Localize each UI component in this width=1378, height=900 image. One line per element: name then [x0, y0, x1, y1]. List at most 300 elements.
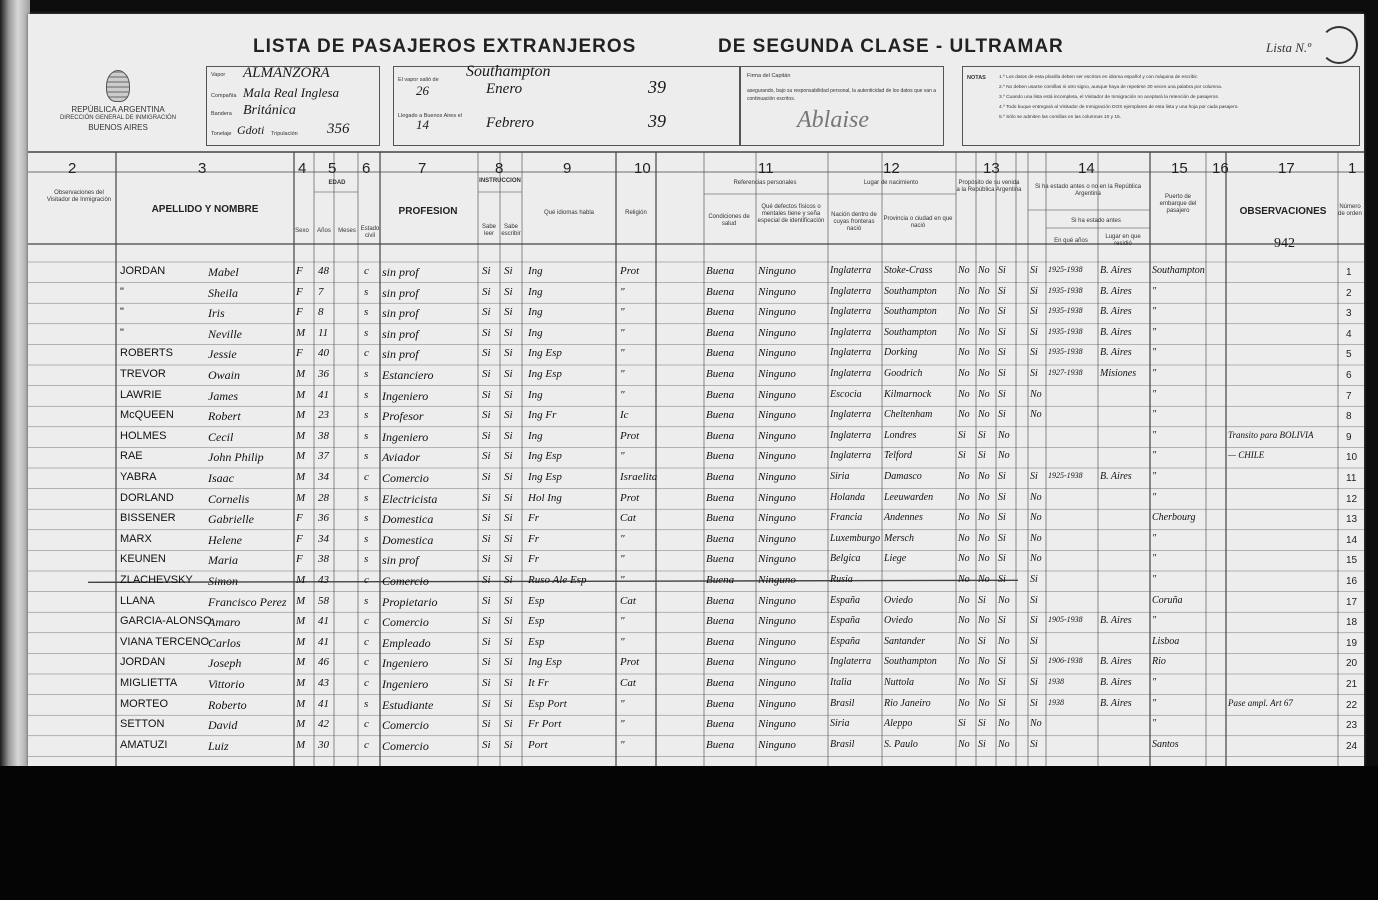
passenger-profession: Comercio — [382, 718, 429, 733]
passenger-religion: " — [620, 718, 625, 731]
passenger-been-before: No — [1030, 718, 1042, 730]
passenger-religion: " — [620, 285, 625, 298]
passenger-purpose-c: Si — [998, 265, 1006, 276]
passenger-religion: " — [620, 738, 625, 751]
passenger-port: Rio — [1152, 656, 1166, 668]
passenger-can-read: Si — [482, 347, 491, 360]
column-number: 1 — [1348, 160, 1357, 177]
ship-info-box — [206, 66, 380, 146]
passenger-residence: B. Aires — [1100, 347, 1132, 359]
passenger-languages: Ing — [528, 285, 543, 298]
passenger-health: Buena — [706, 532, 735, 545]
passenger-can-write: Si — [504, 265, 513, 277]
passenger-profession: Electricista — [382, 491, 438, 506]
passenger-port: " — [1152, 491, 1157, 503]
passenger-health: Buena — [706, 553, 735, 566]
passenger-city: Rio Janeiro — [884, 697, 931, 709]
passenger-purpose-b: No — [978, 677, 990, 688]
republic-block — [38, 70, 198, 132]
passenger-languages: Port — [528, 738, 548, 751]
passenger-can-write: Si — [504, 429, 513, 442]
passenger-nation: España — [830, 594, 860, 606]
passenger-civil-status: c — [364, 656, 369, 669]
passenger-been-before: No — [1030, 409, 1042, 421]
passenger-civil-status: c — [364, 615, 369, 628]
row-order-number: 3 — [1346, 308, 1352, 320]
passenger-health: Buena — [706, 326, 735, 339]
nota-2: 2.º No deben usarse comillas ni otro signo, aunque haya de repetirse 30 veces una palabra por columna. — [999, 85, 1223, 90]
passenger-languages: Ing — [528, 429, 543, 442]
passenger-surname: TREVOR — [120, 368, 166, 380]
passenger-defects: Ninguno — [758, 409, 796, 422]
passenger-can-read: Si — [482, 615, 491, 628]
passenger-health: Buena — [706, 656, 735, 669]
passenger-given-name: Roberto — [208, 697, 247, 712]
passenger-health: Buena — [706, 635, 735, 648]
passenger-sex: M — [296, 429, 306, 442]
passenger-age: 34 — [318, 471, 329, 483]
passenger-age: 40 — [318, 347, 329, 360]
passenger-languages: Ing — [528, 388, 543, 401]
passenger-profession: Domestica — [382, 512, 434, 527]
passenger-nation: Inglaterra — [830, 409, 872, 421]
passenger-given-name: Simon — [208, 574, 238, 588]
header-edad: EDAD — [328, 180, 346, 186]
passenger-purpose-b: No — [978, 656, 990, 668]
passenger-purpose-b: No — [978, 697, 990, 709]
passenger-civil-status: c — [364, 265, 369, 277]
row-order-number: 20 — [1346, 658, 1358, 670]
passenger-purpose-a: No — [958, 615, 970, 627]
vapor-value: ALMANZORA — [243, 65, 330, 81]
passenger-city: Telford — [884, 450, 913, 462]
passenger-defects: Ninguno — [758, 326, 796, 339]
passenger-purpose-c: Si — [998, 697, 1006, 709]
passenger-can-write: Si — [504, 574, 513, 586]
passenger-defects: Ninguno — [758, 512, 796, 525]
header-apellido: APELLIDO Y NOMBRE — [151, 204, 259, 215]
passenger-sex: M — [296, 697, 306, 710]
passenger-nation: Inglaterra — [830, 450, 872, 462]
llegado-month: Febrero — [486, 115, 535, 131]
passenger-purpose-a: No — [958, 512, 970, 524]
passenger-been-before: Si — [1030, 677, 1038, 688]
dark-background — [0, 766, 1378, 900]
passenger-surname: ROBERTS — [120, 347, 173, 360]
passenger-can-read: Si — [482, 388, 491, 401]
header-en-que-anos: En qué años — [1054, 238, 1088, 244]
passenger-given-name: John Philip — [208, 450, 264, 465]
passenger-languages: Fr — [528, 512, 539, 525]
passenger-city: Kilmarnock — [884, 388, 932, 400]
passenger-been-before: Si — [1030, 656, 1038, 668]
passenger-can-write: Si — [504, 738, 513, 751]
notas-list — [999, 73, 1239, 123]
passenger-been-before: Si — [1030, 285, 1038, 297]
passenger-been-before: Si — [1030, 306, 1038, 318]
passenger-purpose-a: No — [958, 738, 970, 750]
passenger-languages: Ing — [528, 326, 543, 339]
passenger-surname: BISSENER — [120, 512, 176, 525]
passenger-profession: Ingeniero — [382, 656, 429, 671]
passenger-given-name: David — [208, 718, 238, 733]
column-number: 6 — [362, 160, 371, 177]
nota-1: 1.º Los datos de esta planilla deben ser escritos en idioma español y con máquina de escribir. — [999, 75, 1199, 80]
passenger-been-before: No — [1030, 532, 1042, 544]
passenger-purpose-b: Si — [978, 594, 986, 606]
passenger-languages: Fr — [528, 532, 539, 545]
row-order-number: 24 — [1346, 740, 1358, 752]
passenger-defects: Ninguno — [758, 656, 796, 669]
passenger-given-name: Owain — [208, 368, 241, 382]
passenger-port: " — [1152, 450, 1157, 462]
passenger-age: 8 — [318, 306, 324, 319]
column-number: 16 — [1212, 160, 1229, 177]
passenger-port: " — [1152, 677, 1157, 688]
passenger-surname: KEUNEN — [120, 553, 166, 566]
row-order-number: 2 — [1346, 287, 1352, 299]
passenger-civil-status: s — [364, 306, 369, 319]
passenger-defects: Ninguno — [758, 718, 796, 731]
passenger-residence: B. Aires — [1100, 656, 1132, 668]
capitan-label: Firma del Capitán — [747, 73, 791, 79]
passenger-profession: Estudiante — [382, 697, 434, 712]
passenger-profession: sin prof — [382, 326, 419, 341]
passenger-surname: HOLMES — [120, 429, 167, 442]
column-number: 7 — [418, 160, 427, 177]
passenger-can-read: Si — [482, 697, 491, 710]
passenger-can-read: Si — [482, 368, 491, 380]
passenger-nation: Inglaterra — [830, 326, 872, 338]
passenger-purpose-a: No — [958, 594, 970, 606]
passenger-purpose-b: No — [978, 491, 990, 503]
passenger-given-name: Helene — [208, 532, 242, 547]
passenger-nation: Inglaterra — [830, 429, 872, 441]
passenger-nation: Siria — [830, 471, 850, 482]
passenger-sex: F — [296, 512, 303, 525]
passenger-port: " — [1152, 553, 1157, 565]
passenger-health: Buena — [706, 450, 735, 463]
passenger-purpose-c: No — [998, 429, 1010, 441]
passenger-surname: RAE — [120, 450, 143, 463]
passenger-sex: M — [296, 635, 306, 648]
passenger-been-before: No — [1030, 388, 1042, 400]
passenger-defects: Ninguno — [758, 450, 796, 463]
passenger-years: 1905-1938 — [1048, 615, 1083, 625]
passenger-languages: Fr Port — [528, 718, 562, 731]
passenger-given-name: Vittorio — [208, 677, 245, 691]
passenger-residence: B. Aires — [1100, 471, 1132, 482]
nota-5: 5.º Sólo se admiten las comillas en las columnas 10 y 15. — [999, 115, 1122, 120]
passenger-health: Buena — [706, 388, 735, 401]
passenger-profession: Propietario — [382, 594, 438, 609]
passenger-port: " — [1152, 326, 1157, 338]
passenger-purpose-b: No — [978, 347, 990, 359]
salio-year: 39 — [648, 77, 666, 97]
passenger-civil-status: s — [364, 697, 369, 710]
row-order-number: 17 — [1346, 596, 1358, 608]
title-left: LISTA DE PASAJEROS EXTRANJEROS — [253, 36, 637, 57]
passenger-given-name: Carlos — [208, 635, 241, 650]
passenger-can-write: Si — [504, 471, 513, 483]
passenger-languages: Ing — [528, 265, 543, 277]
passenger-defects: Ninguno — [758, 574, 796, 586]
passenger-city: Nuttola — [884, 677, 915, 688]
passenger-health: Buena — [706, 574, 735, 586]
captain-box — [740, 66, 944, 146]
passenger-city: Leeuwarden — [884, 491, 934, 503]
passenger-surname: VIANA TERCENO — [120, 635, 210, 648]
passenger-surname: " — [120, 326, 124, 339]
passenger-surname: LLANA — [120, 594, 155, 607]
passenger-profession: Ingeniero — [382, 677, 429, 691]
passenger-years: 1927-1938 — [1048, 368, 1083, 377]
passenger-profession: Estanciero — [382, 368, 434, 382]
passenger-can-read: Si — [482, 491, 491, 504]
passenger-can-read: Si — [482, 738, 491, 751]
passenger-profession: Comercio — [382, 738, 429, 753]
passenger-can-read: Si — [482, 532, 491, 545]
passenger-port: " — [1152, 409, 1157, 421]
passenger-can-read: Si — [482, 574, 491, 586]
passenger-religion: Cat — [620, 677, 636, 689]
passenger-age: 34 — [318, 532, 329, 545]
passenger-purpose-c: Si — [998, 409, 1006, 421]
passenger-city: Londres — [884, 429, 917, 441]
passenger-given-name: Mabel — [208, 265, 239, 279]
salio-label: El vapor salió de — [398, 77, 439, 83]
row-order-number: 23 — [1346, 720, 1358, 732]
passenger-purpose-a: No — [958, 635, 970, 647]
passenger-nation: Luxemburgo — [830, 532, 881, 544]
passenger-can-write: Si — [504, 656, 513, 669]
passenger-can-write: Si — [504, 532, 513, 545]
passenger-purpose-c: Si — [998, 368, 1006, 379]
passenger-defects: Ninguno — [758, 532, 796, 545]
passenger-residence: B. Aires — [1100, 285, 1132, 297]
passenger-purpose-a: Si — [958, 450, 966, 462]
passenger-can-read: Si — [482, 512, 491, 525]
notas-box — [962, 66, 1360, 146]
passenger-purpose-c: Si — [998, 347, 1006, 359]
passenger-health: Buena — [706, 594, 735, 607]
passenger-can-write: Si — [504, 388, 513, 401]
passenger-purpose-c: Si — [998, 532, 1006, 544]
passenger-civil-status: s — [364, 429, 369, 442]
passenger-profession: Aviador — [382, 450, 420, 465]
passenger-religion: " — [620, 388, 625, 401]
passenger-port: Santos — [1152, 738, 1179, 750]
passenger-surname: SETTON — [120, 718, 165, 731]
passenger-surname: LAWRIE — [120, 388, 162, 401]
bandera-value: Británica — [243, 103, 296, 118]
passenger-sex: F — [296, 306, 303, 319]
passenger-given-name: Jessie — [208, 347, 237, 362]
passenger-civil-status: s — [364, 326, 369, 339]
passenger-defects: Ninguno — [758, 347, 796, 360]
passenger-surname: JORDAN — [120, 656, 166, 669]
passenger-port: " — [1152, 388, 1157, 400]
lista-number-circle — [1320, 26, 1358, 64]
row-order-number: 4 — [1346, 328, 1352, 340]
passenger-nation: Belgica — [830, 553, 861, 565]
passenger-given-name: Francisco Perez — [208, 594, 287, 609]
passenger-civil-status: s — [364, 388, 369, 401]
passenger-defects: Ninguno — [758, 471, 796, 483]
passenger-religion: Ic — [620, 409, 629, 422]
passenger-purpose-b: Si — [978, 429, 986, 441]
passenger-purpose-a: No — [958, 553, 970, 565]
passenger-purpose-a: No — [958, 656, 970, 668]
passenger-health: Buena — [706, 738, 735, 751]
passenger-can-read: Si — [482, 635, 491, 648]
passenger-residence: B. Aires — [1100, 697, 1132, 709]
row-order-number: 21 — [1346, 679, 1358, 690]
passenger-health: Buena — [706, 285, 735, 298]
passenger-nation: Inglaterra — [830, 306, 872, 318]
passenger-religion: " — [620, 347, 625, 360]
passenger-given-name: Joseph — [208, 656, 242, 671]
passenger-port: Southampton — [1152, 265, 1205, 276]
passenger-civil-status: s — [364, 532, 369, 545]
passenger-languages: Ing Esp — [528, 347, 562, 360]
header-defectos: Qué defectos físicos o mentales tiene y seña especial de identificación — [757, 204, 825, 224]
passenger-nation: Brasil — [830, 738, 855, 750]
passenger-been-before: Si — [1030, 347, 1038, 359]
column-number: 8 — [495, 160, 504, 177]
passenger-age: 41 — [318, 615, 329, 628]
passenger-health: Buena — [706, 368, 735, 380]
passenger-age: 46 — [318, 656, 329, 669]
passenger-profession: sin prof — [382, 553, 419, 568]
column-number: 14 — [1078, 160, 1095, 177]
row-order-number: 10 — [1346, 452, 1358, 464]
passenger-purpose-b: No — [978, 512, 990, 524]
column-number: 13 — [983, 160, 1000, 177]
passenger-can-write: Si — [504, 368, 513, 380]
row-order-number: 19 — [1346, 637, 1358, 649]
header-sabe-escribir: Sabe escribir — [501, 224, 521, 237]
compania-value: Mala Real Inglesa — [243, 85, 340, 100]
passenger-purpose-b: No — [978, 326, 990, 338]
passenger-age: 7 — [318, 285, 324, 298]
column-number: 2 — [68, 160, 77, 177]
book-spine-edge — [0, 0, 30, 900]
passenger-sex: F — [296, 265, 303, 277]
passenger-been-before: Si — [1030, 265, 1038, 276]
passenger-age: 30 — [318, 738, 329, 751]
passenger-surname: YABRA — [120, 471, 157, 483]
passenger-religion: " — [620, 326, 625, 339]
column-number: 9 — [563, 160, 572, 177]
header-ref-personales: Referencias personales — [733, 180, 797, 186]
passenger-age: 38 — [318, 553, 329, 566]
passenger-can-read: Si — [482, 594, 491, 607]
passenger-civil-status: c — [364, 635, 369, 648]
passenger-port: Coruña — [1152, 594, 1183, 606]
passenger-purpose-c: Si — [998, 512, 1006, 524]
passenger-civil-status: c — [364, 574, 369, 586]
passenger-purpose-a: No — [958, 574, 970, 585]
passenger-can-write: Si — [504, 677, 513, 689]
bandera-label: Bandera — [211, 111, 232, 117]
republic-line-1: REPÚBLICA ARGENTINA — [71, 105, 165, 114]
passenger-languages: Esp Port — [528, 697, 567, 710]
passenger-been-before: Si — [1030, 471, 1038, 482]
tripulacion-label: Tripulación — [271, 131, 298, 137]
passenger-can-write: Si — [504, 285, 513, 298]
passenger-nation: Siria — [830, 718, 850, 730]
passenger-surname: MIGLIETTA — [120, 677, 178, 689]
passenger-purpose-b: No — [978, 265, 990, 276]
passenger-civil-status: s — [364, 512, 369, 525]
passenger-profession: Ingeniero — [382, 388, 429, 403]
passenger-given-name: Sheila — [208, 285, 238, 300]
passenger-profession: sin prof — [382, 306, 419, 321]
passenger-city: Dorking — [884, 347, 918, 359]
passenger-can-write: Si — [504, 594, 513, 607]
passenger-purpose-a: No — [958, 285, 970, 297]
passenger-residence: B. Aires — [1100, 265, 1132, 276]
passenger-years: 1938 — [1048, 697, 1064, 707]
passenger-years: 1935-1938 — [1048, 306, 1083, 316]
passenger-list-sheet — [28, 14, 1364, 766]
passenger-surname: AMATUZI — [120, 738, 168, 751]
tonelaje-label: Tonelaje — [211, 131, 232, 137]
passenger-given-name: Gabrielle — [208, 512, 254, 527]
passenger-can-write: Si — [504, 553, 513, 566]
passenger-profession: Ingeniero — [382, 429, 429, 444]
passenger-age: 23 — [318, 409, 329, 422]
passenger-religion: " — [620, 635, 625, 648]
passenger-city: Southampton — [884, 285, 937, 297]
llegado-year: 39 — [648, 111, 666, 131]
passenger-sex: M — [296, 718, 306, 731]
passenger-can-write: Si — [504, 615, 513, 628]
passenger-city: Southampton — [884, 326, 937, 338]
passenger-purpose-c: Si — [998, 553, 1006, 565]
passenger-city: Santander — [884, 635, 926, 647]
passenger-defects: Ninguno — [758, 265, 796, 277]
passenger-languages: Fr — [528, 553, 539, 566]
column-number: 4 — [298, 160, 307, 177]
passenger-been-before: Si — [1030, 697, 1038, 709]
passenger-civil-status: s — [364, 450, 369, 463]
passenger-civil-status: s — [364, 594, 369, 607]
passenger-civil-status: c — [364, 471, 369, 483]
passenger-port: Lisboa — [1152, 635, 1180, 647]
passenger-can-read: Si — [482, 656, 491, 669]
passenger-purpose-a: No — [958, 368, 970, 379]
row-order-number: 12 — [1346, 493, 1358, 505]
passenger-civil-status: s — [364, 409, 369, 422]
passenger-purpose-b: No — [978, 306, 990, 318]
passenger-defects: Ninguno — [758, 491, 796, 504]
passenger-defects: Ninguno — [758, 553, 796, 566]
passenger-purpose-b: No — [978, 553, 990, 565]
passenger-surname: " — [120, 306, 124, 319]
passenger-port: " — [1152, 697, 1157, 709]
header-lugar-residio: Lugar en que residió — [1105, 234, 1141, 247]
passenger-purpose-a: No — [958, 677, 970, 688]
passenger-defects: Ninguno — [758, 285, 796, 298]
nota-3: 3.º Cuando una lista está incompleta, el Visitador de Inmigración no aceptará la retención de pasajeros. — [999, 95, 1220, 100]
passenger-civil-status: c — [364, 718, 369, 731]
passenger-purpose-b: No — [978, 574, 990, 585]
passenger-health: Buena — [706, 512, 735, 525]
passenger-observations: Pase ampl. Art 67 — [1228, 697, 1293, 708]
observaciones-number: 942 — [1274, 236, 1295, 251]
